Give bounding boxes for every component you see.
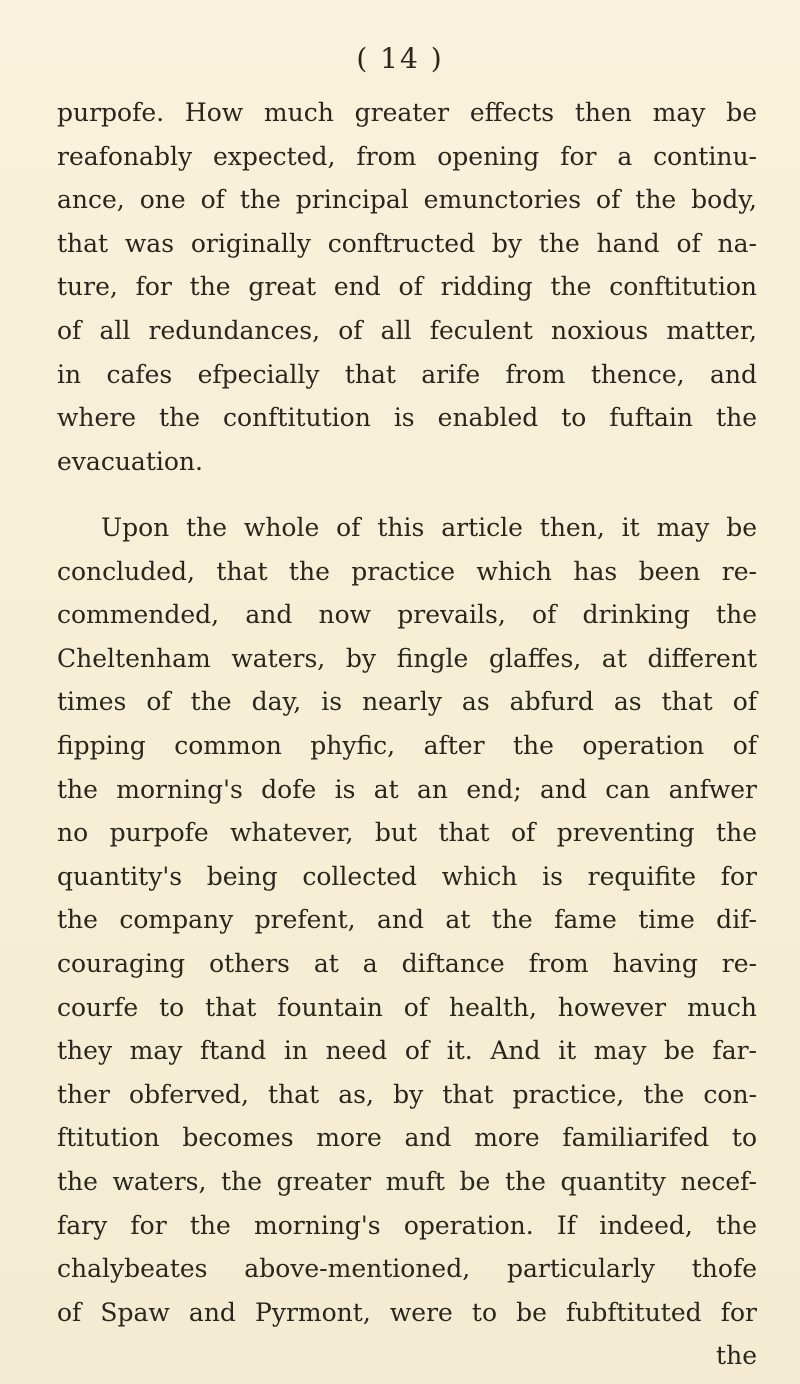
text-line: purpofe. How much greater effects then may be <box>57 98 757 127</box>
text-line: they may ftand in need of it. And it may be far- <box>57 1036 757 1066</box>
text-line: ftitution becomes more and more familiarifed to <box>57 1123 757 1153</box>
text-line: courfe to that fountain of health, however much <box>57 992 757 1022</box>
text-line: the company prefent, and at the fame time dif- <box>57 905 757 935</box>
text-line: of Spaw and Pyrmont, were to be fubftituted for <box>57 1297 757 1327</box>
text-line: ther obferved, that as, by that practice, the con- <box>57 1079 757 1109</box>
text-line: chalybeates above-mentioned, particularly thofe <box>57 1254 757 1284</box>
text-line: evacuation. <box>57 446 203 476</box>
text-line: fary for the morning's operation. If indeed, the <box>57 1210 757 1240</box>
text-line: ture, for the great end of ridding the conftitution <box>57 272 757 302</box>
text-line: the waters, the greater muft be the quantity necef- <box>57 1166 757 1196</box>
text-line: in cafes efpecially that arife from thence, and <box>57 359 757 389</box>
text-line: concluded, that the practice which has been re- <box>57 556 757 586</box>
text-line: Cheltenham waters, by fingle glaffes, at different <box>57 643 757 673</box>
text-line: Upon the whole of this article then, it may be <box>101 513 757 542</box>
text-line: ance, one of the principal emunctories of the body, <box>57 185 757 215</box>
text-line: of all redundances, of all feculent noxious matter, <box>57 315 757 345</box>
text-line: couraging others at a diftance from having re- <box>57 948 757 978</box>
text-line: the morning's dofe is at an end; and can anfwer <box>57 774 757 804</box>
text-line: reafonably expected, from opening for a continu- <box>57 141 757 171</box>
paragraph-2 <box>57 506 757 1378</box>
text-line: commended, and now prevails, of drinking the <box>57 600 757 630</box>
text-line: quantity's being collected which is requifite for <box>57 861 757 891</box>
page-number: ( 14 ) <box>356 42 444 75</box>
text-line: no purpofe whatever, but that of preventing the <box>57 818 757 848</box>
text-line: that was originally conftructed by the hand of na- <box>57 228 757 258</box>
text-line: the <box>716 1341 757 1371</box>
text-line: times of the day, is nearly as abfurd as that of <box>57 687 757 717</box>
text-line: fipping common phyfic, after the operation of <box>57 730 757 760</box>
text-line: where the conftitution is enabled to fuftain the <box>57 403 757 433</box>
paragraph-1 <box>57 91 757 483</box>
